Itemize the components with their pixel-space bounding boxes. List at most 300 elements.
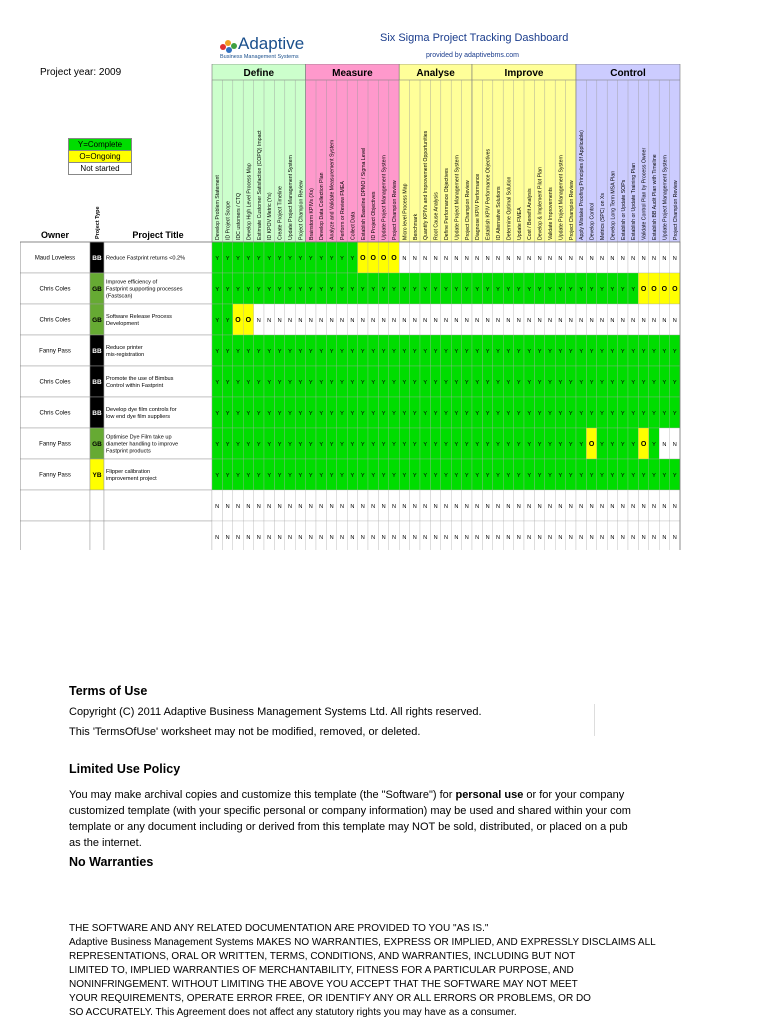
status-label: O bbox=[391, 255, 397, 262]
status-label: Y bbox=[454, 349, 459, 355]
task-header: Establish Baseline DPMO / Sigma Level bbox=[360, 147, 367, 240]
task-header: Update Project Management System bbox=[454, 155, 461, 240]
status-label: Y bbox=[537, 411, 542, 417]
status-label: Y bbox=[329, 411, 334, 417]
status-label: Y bbox=[506, 380, 511, 386]
status-label: N bbox=[225, 504, 230, 510]
tracking-grid bbox=[20, 64, 748, 550]
status-label: Y bbox=[527, 380, 532, 386]
project-type-cell bbox=[90, 490, 104, 521]
task-header: Establish or Update SOPs bbox=[620, 179, 627, 240]
status-label: N bbox=[246, 504, 251, 510]
status-label: Y bbox=[652, 442, 656, 448]
warranty-line: REPRESENTATIONS, ORAL OR WRITTEN, TERMS, CONDITIONS, AND WARRANTIES, INCLUDING BUT NOT bbox=[69, 951, 576, 962]
task-header: Update Project Management System bbox=[288, 155, 294, 240]
status-label: N bbox=[381, 504, 386, 510]
status-label: N bbox=[308, 318, 313, 324]
status-label: N bbox=[516, 318, 521, 324]
status-label: Y bbox=[215, 256, 220, 262]
status-label: Y bbox=[672, 473, 677, 479]
status-label: Y bbox=[381, 287, 386, 293]
task-header: Metrics (SPC) on Xs bbox=[600, 193, 606, 240]
status-label: Y bbox=[215, 349, 220, 355]
status-label: N bbox=[599, 504, 605, 510]
status-label: Y bbox=[225, 287, 230, 293]
task-header: Project Champion Review bbox=[298, 180, 305, 240]
project-title-column-header: Project Title bbox=[132, 230, 184, 240]
status-label: N bbox=[464, 256, 469, 262]
status-label: Y bbox=[516, 411, 521, 417]
status-label: Y bbox=[267, 256, 272, 262]
status-label: Y bbox=[444, 411, 448, 417]
status-label: Y bbox=[329, 256, 334, 262]
warranty-line: YOUR REQUIREMENTS, OPERATE ERROR FREE, OR IDENTIFY ANY OR ALL ERRORS OR PROBLEMS, OR DO bbox=[69, 993, 591, 1004]
status-label: Y bbox=[537, 442, 542, 448]
status-label: Y bbox=[527, 349, 532, 355]
status-label: N bbox=[308, 504, 313, 510]
status-label: Y bbox=[589, 411, 594, 417]
phase-header-analyse: Analyse bbox=[416, 68, 455, 79]
status-label: N bbox=[464, 504, 469, 510]
status-label: N bbox=[443, 256, 449, 262]
task-header: Brainstorm KPIVs (Xs) bbox=[308, 188, 315, 240]
status-label: N bbox=[454, 504, 459, 510]
status-label: N bbox=[298, 318, 303, 324]
task-header: Benchmark bbox=[412, 213, 419, 240]
warranty-line: LIMITED TO, IMPLIED WARRANTIES OF MERCHANTABILITY, FITNESS FOR A PARTICULAR PURPOSE, AND bbox=[69, 965, 574, 976]
status-label: Y bbox=[319, 287, 324, 293]
status-label: N bbox=[485, 256, 490, 262]
task-header: Collect Data bbox=[350, 211, 357, 240]
status-label: N bbox=[423, 504, 428, 510]
status-label: Y bbox=[319, 473, 324, 479]
status-label: Y bbox=[288, 473, 292, 479]
status-label: Y bbox=[236, 349, 240, 355]
status-label: N bbox=[391, 318, 397, 324]
status-label: Y bbox=[340, 349, 344, 355]
status-label: N bbox=[589, 504, 594, 510]
status-label: N bbox=[641, 535, 646, 541]
status-label: N bbox=[599, 318, 605, 324]
status-label: Y bbox=[402, 442, 407, 448]
status-label: N bbox=[558, 504, 563, 510]
status-label: Y bbox=[267, 287, 272, 293]
status-label: Y bbox=[423, 442, 428, 448]
owner-name: Chris Coles bbox=[39, 410, 71, 417]
status-label: N bbox=[516, 504, 521, 510]
status-label: Y bbox=[319, 349, 324, 355]
status-label: Y bbox=[392, 380, 396, 386]
status-label: Y bbox=[298, 411, 303, 417]
legend-ongoing: O=Ongoing bbox=[68, 151, 132, 163]
status-label: Y bbox=[620, 349, 625, 355]
status-label: N bbox=[329, 535, 334, 541]
task-header: Apply Mistake Proofing Principles (If Applicable) bbox=[579, 130, 586, 240]
status-label: Y bbox=[288, 411, 292, 417]
status-label: N bbox=[391, 504, 397, 510]
status-label: Y bbox=[340, 287, 344, 293]
status-label: Y bbox=[215, 287, 220, 293]
status-label: N bbox=[381, 318, 386, 324]
status-label: N bbox=[527, 256, 532, 262]
project-type-cell bbox=[90, 521, 104, 550]
status-label: Y bbox=[412, 473, 417, 479]
status-label: N bbox=[495, 535, 501, 541]
status-label: N bbox=[412, 318, 417, 324]
status-label: Y bbox=[454, 442, 459, 448]
status-label: Y bbox=[277, 442, 282, 448]
status-label: Y bbox=[308, 287, 313, 293]
project-type-label: GB bbox=[92, 317, 102, 324]
status-label: N bbox=[651, 535, 657, 541]
status-label: Y bbox=[496, 349, 500, 355]
status-label: Y bbox=[329, 349, 334, 355]
status-label: Y bbox=[610, 442, 615, 448]
status-label: Y bbox=[548, 442, 552, 448]
project-year: Project year: 2009 bbox=[40, 67, 122, 78]
status-label: Y bbox=[215, 380, 220, 386]
status-label: O bbox=[651, 286, 657, 293]
status-label: N bbox=[641, 504, 646, 510]
status-label: N bbox=[433, 256, 438, 262]
status-label: Y bbox=[620, 287, 625, 293]
status-label: Y bbox=[652, 380, 656, 386]
project-title-line: Control within Fastprint bbox=[106, 383, 164, 389]
logo-subtitle: Business Management Systems bbox=[220, 54, 299, 60]
owner-name: Chris Coles bbox=[39, 317, 71, 324]
status-label: N bbox=[672, 535, 677, 541]
status-label: N bbox=[371, 504, 376, 510]
project-title-line: diameter handling to improve bbox=[106, 441, 179, 448]
status-label: Y bbox=[496, 287, 500, 293]
status-label: Y bbox=[516, 349, 521, 355]
status-label: Y bbox=[485, 411, 490, 417]
status-label: Y bbox=[516, 287, 521, 293]
status-label: Y bbox=[579, 411, 584, 417]
status-label: Y bbox=[444, 380, 448, 386]
status-label: N bbox=[579, 504, 584, 510]
status-label: Y bbox=[288, 287, 292, 293]
status-label: N bbox=[319, 318, 324, 324]
status-label: Y bbox=[527, 287, 532, 293]
status-label: N bbox=[516, 535, 521, 541]
status-label: N bbox=[527, 318, 532, 324]
status-label: Y bbox=[225, 442, 230, 448]
status-label: Y bbox=[319, 256, 324, 262]
status-label: N bbox=[464, 535, 469, 541]
project-type-label: GB bbox=[92, 441, 102, 448]
status-label: Y bbox=[652, 473, 656, 479]
status-label: Y bbox=[360, 411, 365, 417]
status-label: Y bbox=[371, 349, 376, 355]
status-label: Y bbox=[381, 380, 386, 386]
status-label: N bbox=[339, 535, 345, 541]
status-label: N bbox=[631, 535, 636, 541]
status-label: Y bbox=[568, 380, 573, 386]
status-label: N bbox=[651, 318, 657, 324]
status-label: Y bbox=[464, 287, 469, 293]
task-header: Establish or Update Training Plan bbox=[631, 163, 638, 240]
status-label: Y bbox=[392, 349, 396, 355]
task-header: Project Champion Review bbox=[568, 180, 575, 240]
status-label: Y bbox=[267, 473, 272, 479]
status-label: Y bbox=[267, 380, 272, 386]
status-label: Y bbox=[610, 380, 615, 386]
status-label: N bbox=[423, 256, 428, 262]
status-label: Y bbox=[215, 473, 220, 479]
status-label: Y bbox=[412, 442, 417, 448]
status-label: Y bbox=[548, 411, 552, 417]
status-label: Y bbox=[600, 442, 604, 448]
status-label: N bbox=[475, 535, 480, 541]
status-label: Y bbox=[506, 473, 511, 479]
task-header: Establish KPIV Performance Objectives bbox=[485, 148, 492, 240]
status-label: Y bbox=[496, 442, 500, 448]
status-label: Y bbox=[506, 442, 511, 448]
status-label: Y bbox=[475, 380, 480, 386]
status-label: N bbox=[506, 504, 511, 510]
status-label: N bbox=[267, 318, 272, 324]
status-label: Y bbox=[558, 349, 563, 355]
status-label: Y bbox=[319, 380, 324, 386]
status-label: Y bbox=[246, 380, 251, 386]
status-label: N bbox=[620, 318, 625, 324]
status-label: Y bbox=[360, 473, 365, 479]
status-label: Y bbox=[277, 349, 282, 355]
status-label: Y bbox=[433, 380, 438, 386]
status-label: N bbox=[610, 318, 615, 324]
status-label: Y bbox=[308, 380, 313, 386]
status-label: N bbox=[319, 535, 324, 541]
status-label: Y bbox=[558, 287, 563, 293]
status-label: O bbox=[640, 441, 647, 448]
status-label: Y bbox=[412, 411, 417, 417]
status-label: N bbox=[412, 504, 417, 510]
status-label: Y bbox=[579, 473, 584, 479]
status-label: N bbox=[350, 535, 355, 541]
task-header: Determine Optimal Solution bbox=[506, 176, 513, 240]
status-label: Y bbox=[464, 442, 469, 448]
status-label: Y bbox=[516, 473, 521, 479]
terms-heading: Terms of Use bbox=[69, 684, 148, 698]
task-header: Micro level Process Map bbox=[402, 183, 409, 240]
status-label: Y bbox=[371, 442, 376, 448]
status-label: N bbox=[485, 318, 490, 324]
status-label: Y bbox=[329, 473, 334, 479]
status-label: N bbox=[527, 535, 532, 541]
status-label: Y bbox=[600, 411, 604, 417]
status-label: Y bbox=[548, 473, 552, 479]
status-label: Y bbox=[579, 287, 584, 293]
status-label: N bbox=[589, 318, 594, 324]
status-label: Y bbox=[402, 411, 407, 417]
status-label: N bbox=[277, 535, 282, 541]
status-label: N bbox=[672, 504, 677, 510]
task-header: Cost / Benefit Analysis bbox=[527, 188, 534, 240]
status-label: N bbox=[485, 535, 490, 541]
status-label: N bbox=[589, 256, 594, 262]
status-label: Y bbox=[423, 473, 428, 479]
project-title-line: Fastprint supporting processes bbox=[106, 286, 183, 293]
owner-cell bbox=[20, 490, 90, 521]
status-label: Y bbox=[381, 411, 386, 417]
status-label: N bbox=[589, 535, 594, 541]
status-label: Y bbox=[308, 473, 313, 479]
status-label: N bbox=[433, 535, 438, 541]
limited-use-line-1-post: or for your company bbox=[523, 789, 625, 801]
status-label: N bbox=[547, 256, 553, 262]
status-label: Y bbox=[256, 380, 261, 386]
status-label: Y bbox=[537, 349, 542, 355]
status-label: Y bbox=[558, 380, 563, 386]
status-label: Y bbox=[631, 349, 636, 355]
status-label: Y bbox=[256, 411, 261, 417]
phase-header-define: Define bbox=[243, 68, 275, 79]
status-label: Y bbox=[236, 380, 240, 386]
status-label: N bbox=[495, 318, 501, 324]
status-label: N bbox=[246, 535, 251, 541]
status-label: Y bbox=[256, 256, 261, 262]
status-label: Y bbox=[350, 256, 355, 262]
status-label: Y bbox=[485, 473, 490, 479]
status-label: N bbox=[256, 318, 261, 324]
status-label: Y bbox=[392, 442, 396, 448]
project-type-label: BB bbox=[92, 379, 102, 386]
status-label: N bbox=[360, 535, 365, 541]
status-label: N bbox=[495, 504, 501, 510]
owner-name: Maud Loveless bbox=[34, 255, 76, 262]
task-header: Develop Long Term MSA Plan bbox=[610, 170, 617, 240]
status-label: N bbox=[579, 256, 584, 262]
status-label: Y bbox=[589, 473, 594, 479]
status-label: N bbox=[215, 535, 220, 541]
status-label: N bbox=[256, 535, 261, 541]
dashboard-title: Six Sigma Project Tracking Dashboard bbox=[380, 32, 569, 44]
status-label: Y bbox=[516, 380, 521, 386]
status-label: Y bbox=[256, 349, 261, 355]
status-label: N bbox=[329, 504, 334, 510]
status-label: Y bbox=[423, 411, 428, 417]
status-label: Y bbox=[392, 287, 396, 293]
status-label: N bbox=[412, 256, 417, 262]
no-warranties-heading: No Warranties bbox=[69, 855, 154, 869]
status-label: Y bbox=[548, 349, 552, 355]
status-label: Y bbox=[277, 473, 282, 479]
status-label: N bbox=[433, 318, 438, 324]
status-label: Y bbox=[340, 256, 344, 262]
status-label: Y bbox=[298, 473, 303, 479]
status-label: Y bbox=[350, 349, 355, 355]
status-label: Y bbox=[267, 442, 272, 448]
status-label: Y bbox=[329, 380, 334, 386]
status-label: N bbox=[235, 504, 241, 510]
status-label: N bbox=[402, 256, 407, 262]
status-label: Y bbox=[402, 380, 407, 386]
status-label: Y bbox=[329, 287, 334, 293]
status-label: Y bbox=[506, 411, 511, 417]
owner-cell bbox=[20, 521, 90, 550]
status-label: Y bbox=[454, 380, 459, 386]
status-label: Y bbox=[288, 256, 292, 262]
task-header: IDC ustomers / CTQ bbox=[236, 193, 242, 240]
logo-name: Adaptive bbox=[238, 34, 305, 53]
owner-name: Chris Coles bbox=[39, 379, 71, 386]
status-label: Y bbox=[392, 411, 396, 417]
status-label: Y bbox=[548, 287, 552, 293]
status-label: Y bbox=[506, 287, 511, 293]
status-label: Y bbox=[225, 473, 230, 479]
status-label: Y bbox=[350, 473, 355, 479]
status-label: Y bbox=[381, 349, 386, 355]
status-label: Y bbox=[672, 411, 677, 417]
status-label: Y bbox=[433, 442, 438, 448]
project-title-cell bbox=[104, 521, 212, 550]
status-label: N bbox=[599, 256, 605, 262]
status-label: N bbox=[454, 256, 459, 262]
status-label: Y bbox=[277, 380, 282, 386]
status-label: N bbox=[547, 318, 553, 324]
limited-use-line-4: as the internet. bbox=[69, 837, 142, 849]
status-label: Y bbox=[496, 411, 500, 417]
status-label: N bbox=[579, 318, 584, 324]
project-type-label: YB bbox=[92, 472, 102, 479]
status-label: Y bbox=[485, 287, 490, 293]
status-label: N bbox=[516, 256, 521, 262]
status-label: Y bbox=[475, 349, 480, 355]
status-label: Y bbox=[308, 411, 313, 417]
status-label: Y bbox=[298, 287, 303, 293]
status-label: Y bbox=[402, 473, 407, 479]
provided-by: provided by adaptivebms.com bbox=[426, 52, 519, 59]
status-label: N bbox=[402, 535, 407, 541]
status-label: Y bbox=[652, 349, 656, 355]
status-label: N bbox=[339, 318, 345, 324]
status-label: Y bbox=[454, 473, 459, 479]
status-label: Y bbox=[662, 473, 667, 479]
status-label: Y bbox=[423, 349, 428, 355]
status-label: Y bbox=[641, 349, 646, 355]
status-label: Y bbox=[371, 411, 376, 417]
status-label: O bbox=[245, 317, 252, 324]
status-label: N bbox=[267, 504, 272, 510]
status-label: Y bbox=[381, 442, 386, 448]
project-title-line: Software Release Process bbox=[106, 314, 172, 320]
status-label: Y bbox=[620, 473, 625, 479]
task-header: ID KPOV Metric (Ys) bbox=[267, 192, 274, 240]
task-header: Establish BB Audit Plan with Timeline bbox=[652, 154, 658, 240]
limited-use-line-3: template or any document including or derived from this template may NOT be sold, distributed, or placed on a pub bbox=[69, 821, 628, 833]
status-label: Y bbox=[444, 287, 448, 293]
status-label: Y bbox=[402, 349, 407, 355]
status-label: N bbox=[329, 318, 334, 324]
status-label: Y bbox=[475, 442, 480, 448]
status-label: Y bbox=[350, 287, 355, 293]
status-label: Y bbox=[454, 287, 459, 293]
status-label: Y bbox=[558, 411, 563, 417]
status-label: N bbox=[454, 535, 459, 541]
status-label: N bbox=[506, 535, 511, 541]
task-header: Validate Improvements bbox=[548, 187, 554, 240]
status-label: N bbox=[475, 318, 480, 324]
status-label: Y bbox=[433, 349, 438, 355]
status-label: Y bbox=[610, 287, 615, 293]
project-type-label: BB bbox=[92, 255, 102, 262]
status-label: N bbox=[558, 256, 563, 262]
status-label: N bbox=[610, 535, 615, 541]
status-label: O bbox=[370, 255, 376, 262]
status-label: Y bbox=[350, 411, 355, 417]
status-label: N bbox=[287, 318, 293, 324]
